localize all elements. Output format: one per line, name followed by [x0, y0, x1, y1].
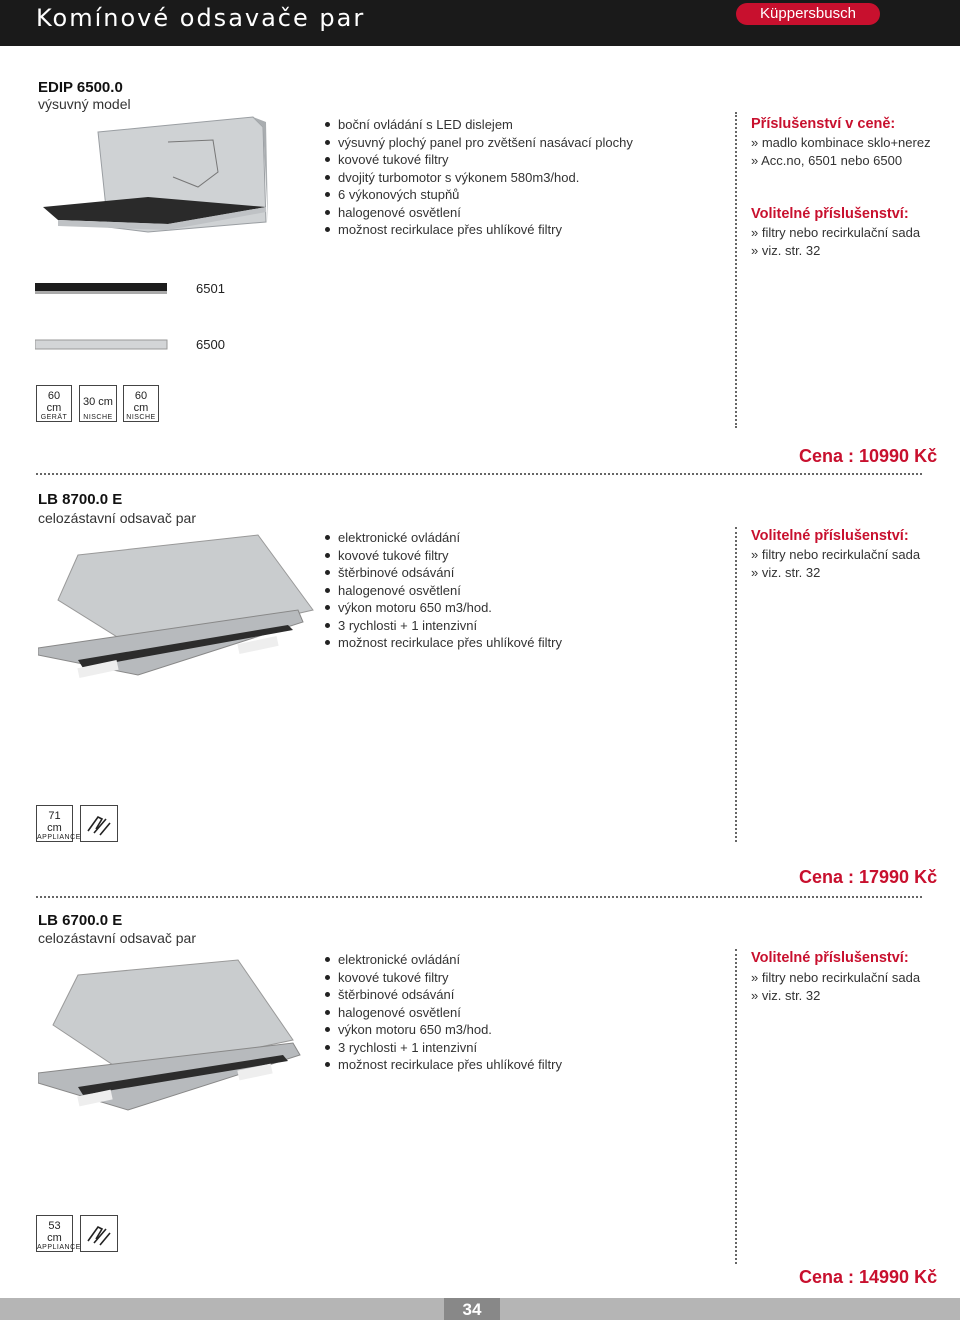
- p1-acc-optional: [751, 224, 920, 260]
- divider-vertical: [735, 949, 737, 1264]
- p1-acc-included-title: Příslušenství v ceně:: [751, 116, 896, 132]
- p1-price: Cena : 10990 Kč: [799, 446, 938, 466]
- badge-value: 60: [47, 390, 61, 402]
- badge-value: 53: [48, 1220, 61, 1232]
- p2-hood-image: [38, 530, 318, 680]
- badge-unit: cm: [46, 402, 62, 414]
- badge-unit: cm: [47, 1232, 62, 1244]
- feature-item: boční ovládání s LED dislejem: [324, 116, 633, 134]
- feature-item: štěrbinové odsávání: [324, 564, 562, 582]
- acc-line: » Acc.no, 6501 nebo 6500: [751, 153, 903, 168]
- page-number: 34: [444, 1298, 500, 1320]
- acc-line: » filtry nebo recirkulační sada: [751, 547, 921, 562]
- feature-item: halogenové osvětlení: [324, 1004, 562, 1022]
- badge-label: APPLIANCE: [37, 834, 81, 841]
- badge-unit: cm: [133, 402, 149, 414]
- acc-line: » filtry nebo recirkulační sada: [751, 225, 921, 240]
- badge-value: 30 cm: [83, 396, 113, 408]
- feature-item: výsuvný plochý panel pro zvětšení nasávací plochy: [324, 134, 633, 152]
- badge-label: NISCHE: [126, 414, 156, 421]
- p1-acc-optional-title: Volitelné příslušenství:: [751, 206, 909, 222]
- divider-horizontal: [36, 896, 922, 898]
- feature-item: možnost recirkulace přes uhlíkové filtry: [324, 221, 633, 239]
- badge-unit: cm: [47, 822, 62, 834]
- divider-vertical: [735, 112, 737, 428]
- p3-acc-optional-title: Volitelné příslušenství:: [751, 950, 909, 966]
- divider-horizontal: [36, 473, 922, 475]
- p1-badge-1: [36, 385, 72, 422]
- feature-item: kovové tukové filtry: [324, 547, 562, 565]
- feature-item: možnost recirkulace přes uhlíkové filtry: [324, 634, 562, 652]
- badge-label: APPLIANCE: [37, 1244, 81, 1251]
- feature-item: halogenové osvětlení: [324, 204, 633, 222]
- p2-subtitle: celozástavní odsavač par: [38, 510, 196, 526]
- feature-item: dvojitý turbomotor s výkonem 580m3/hod.: [324, 169, 633, 187]
- p2-acc-optional-title: Volitelné příslušenství:: [751, 528, 909, 544]
- hand-gesture-icon: [80, 805, 118, 842]
- feature-item: 3 rychlosti + 1 intenzivní: [324, 617, 562, 635]
- p3-feature-list: [324, 951, 562, 1074]
- feature-item: výkon motoru 650 m3/hod.: [324, 599, 562, 617]
- p1-model: EDIP 6500.0: [38, 79, 123, 96]
- feature-item: kovové tukové filtry: [324, 151, 633, 169]
- p1-acc-included: [751, 134, 931, 170]
- feature-item: elektronické ovládání: [324, 951, 562, 969]
- divider-vertical: [735, 527, 737, 842]
- feature-item: možnost recirkulace přes uhlíkové filtry: [324, 1056, 562, 1074]
- p2-model: LB 8700.0 E: [38, 491, 123, 508]
- p1-hood-image: [38, 112, 298, 252]
- badge-label: NISCHE: [83, 414, 113, 421]
- feature-item: halogenové osvětlení: [324, 582, 562, 600]
- badge-label: GERÄT: [40, 414, 68, 421]
- brand-logo: Küppersbusch: [736, 3, 880, 25]
- page-footer: [0, 1298, 960, 1320]
- p1-feature-list: [324, 116, 633, 239]
- p2-price: Cena : 17990 Kč: [799, 867, 938, 887]
- badge-value: 71: [48, 810, 61, 822]
- feature-item: štěrbinové odsávání: [324, 986, 562, 1004]
- page-header: [0, 0, 960, 46]
- p3-acc-optional: [751, 969, 920, 1005]
- feature-item: kovové tukové filtry: [324, 969, 562, 987]
- acc-line: » viz. str. 32: [751, 988, 821, 1003]
- feature-item: 6 výkonových stupňů: [324, 186, 633, 204]
- p1-panel-6501: [35, 281, 170, 295]
- acc-line: » viz. str. 32: [751, 565, 821, 580]
- p1-badge-2: [79, 385, 117, 422]
- feature-item: výkon motoru 650 m3/hod.: [324, 1021, 562, 1039]
- p3-price: Cena : 14990 Kč: [799, 1267, 938, 1287]
- p2-acc-optional: [751, 546, 920, 582]
- p1-panel-6500: [35, 338, 170, 352]
- badge-value: 60: [134, 390, 148, 402]
- feature-item: elektronické ovládání: [324, 529, 562, 547]
- p3-model: LB 6700.0 E: [38, 912, 123, 929]
- hand-gesture-icon: [80, 1215, 118, 1252]
- page-title: Komínové odsavače par: [36, 4, 366, 32]
- feature-item: 3 rychlosti + 1 intenzivní: [324, 1039, 562, 1057]
- p1-variant-6501: 6501: [196, 281, 225, 296]
- p3-hood-image: [38, 955, 303, 1115]
- p3-badge-width: [36, 1215, 81, 1252]
- acc-line: » filtry nebo recirkulační sada: [751, 970, 921, 985]
- p1-subtitle: výsuvný model: [38, 96, 131, 112]
- acc-line: » viz. str. 32: [751, 243, 821, 258]
- p1-badge-3: [123, 385, 159, 422]
- acc-line: » madlo kombinace sklo+nerez: [751, 135, 931, 150]
- p2-badge-width: [36, 805, 81, 842]
- p1-variant-6500: 6500: [196, 337, 225, 352]
- p3-subtitle: celozástavní odsavač par: [38, 930, 196, 946]
- p2-feature-list: [324, 529, 562, 652]
